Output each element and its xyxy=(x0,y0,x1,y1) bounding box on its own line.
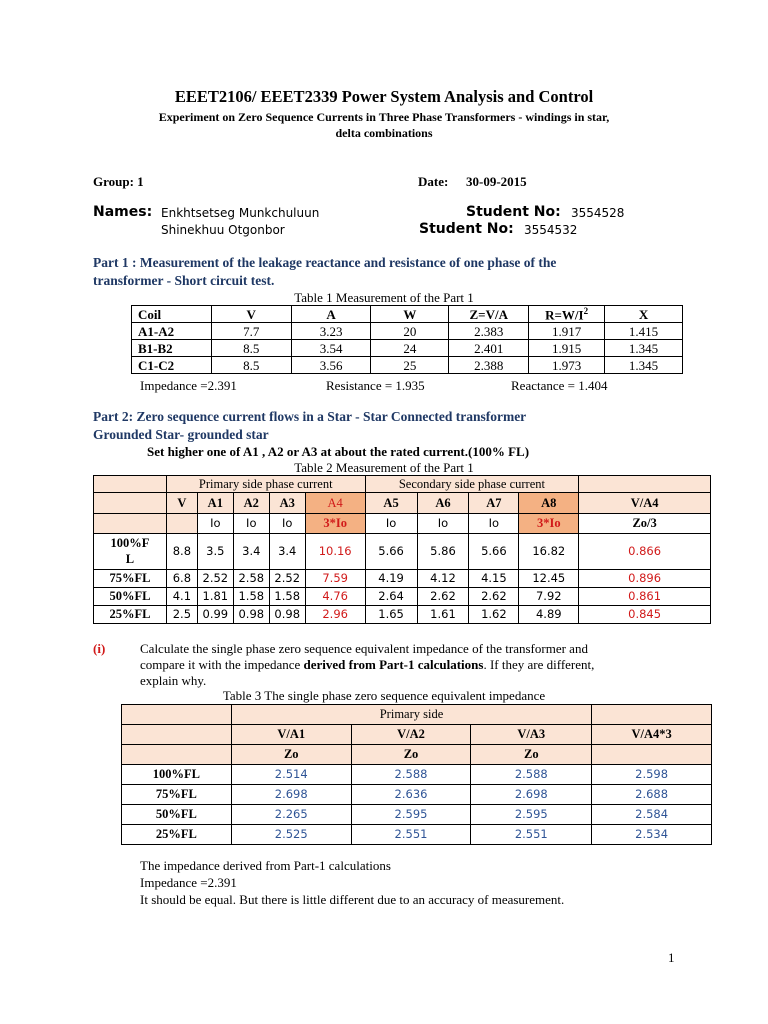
row-label: 100%F L xyxy=(94,534,167,570)
table2-subheader: Io xyxy=(197,514,233,534)
table-row xyxy=(132,323,683,340)
table3-header: V/A3 xyxy=(471,725,592,745)
document-title: EEET2106/ EEET2339 Power System Analysis and Control xyxy=(174,87,594,106)
table-cell: 5.66 xyxy=(469,534,519,570)
table-cell: 7.59 xyxy=(305,570,365,588)
table-row xyxy=(94,588,711,606)
table1-caption: Table 1 Measurement of the Part 1 xyxy=(294,290,474,305)
resistance-summary: Resistance = 1.935 xyxy=(326,378,425,393)
table-row xyxy=(94,606,711,624)
student-no-1: 3554528 xyxy=(571,206,625,220)
table1-header: Coil xyxy=(132,306,212,323)
table-cell: 5.66 xyxy=(365,534,417,570)
table1-header-row xyxy=(132,306,683,323)
table-cell: 3.56 xyxy=(291,357,371,374)
table-cell: 1.915 xyxy=(529,340,605,357)
table-cell: 2.64 xyxy=(365,588,417,606)
table-cell: 2.688 xyxy=(592,785,712,805)
primary-side-label: Primary side phase current xyxy=(166,476,365,493)
table-cell: 7.7 xyxy=(211,323,291,340)
table-cell: 2.588 xyxy=(471,765,592,785)
table-cell: 1.65 xyxy=(365,606,417,624)
table-cell: 3.54 xyxy=(291,340,371,357)
row-label: 50%FL xyxy=(94,588,167,606)
table-cell: 4.12 xyxy=(417,570,469,588)
table-row xyxy=(132,357,683,374)
table-row xyxy=(94,534,711,570)
table-cell: 2.96 xyxy=(305,606,365,624)
question-marker: (i) xyxy=(93,641,106,656)
table-cell: 2.514 xyxy=(231,765,351,785)
table-cell: 2.551 xyxy=(471,825,592,845)
table1-header: Z=V/A xyxy=(449,306,529,323)
date-label: Date: xyxy=(418,174,449,189)
table-cell: B1-B2 xyxy=(132,340,212,357)
question-line2: compare it with the impedance derived from Part-1 calculations. If they are different, xyxy=(140,657,595,672)
table2-header: A3 xyxy=(269,493,305,514)
table-cell: 2.401 xyxy=(449,340,529,357)
row-label: 25%FL xyxy=(122,825,232,845)
table-cell: 0.99 xyxy=(197,606,233,624)
table-cell: 2.5 xyxy=(166,606,197,624)
row-label: 100%FL xyxy=(122,765,232,785)
table-cell: 0.861 xyxy=(579,588,711,606)
table-cell: 2.62 xyxy=(469,588,519,606)
student-name-1: Enkhtsetseg Munkchuluun xyxy=(161,206,320,220)
table-cell: 2.525 xyxy=(231,825,351,845)
group-label: Group: 1 xyxy=(93,174,144,189)
secondary-side-label: Secondary side phase current xyxy=(365,476,579,493)
table2-subheader: Io xyxy=(469,514,519,534)
table-cell: 2.383 xyxy=(449,323,529,340)
table-cell: 8.5 xyxy=(211,340,291,357)
table-cell: 2.534 xyxy=(592,825,712,845)
table-cell: 2.595 xyxy=(471,805,592,825)
table-cell: 4.76 xyxy=(305,588,365,606)
table1-header: $R=W/I^2$ xyxy=(529,306,605,323)
table-cell: 2.58 xyxy=(233,570,269,588)
table-cell: 2.698 xyxy=(231,785,351,805)
impedance-summary: Impedance =2.391 xyxy=(140,378,237,393)
conclusion-line2: Impedance =2.391 xyxy=(140,875,237,890)
table-cell: 2.62 xyxy=(417,588,469,606)
document-subtitle-line1: Experiment on Zero Sequence Currents in Three Phase Transformers - windings in star, xyxy=(158,110,610,124)
part2-heading-line2: Grounded Star- grounded star xyxy=(93,427,269,442)
table-cell: 2.52 xyxy=(269,570,305,588)
table3-subheader: Zo xyxy=(351,745,471,765)
table2-subheader: Io xyxy=(417,514,469,534)
table1-header: X xyxy=(605,306,683,323)
table2-header: V/A4 xyxy=(579,493,711,514)
table3-subheader: Zo xyxy=(471,745,592,765)
table3-caption: Table 3 The single phase zero sequence equivalent impedance xyxy=(222,688,546,703)
table2-header: A5 xyxy=(365,493,417,514)
part1-heading-line2: transformer - Short circuit test. xyxy=(93,273,275,288)
table3-header: V/A1 xyxy=(231,725,351,745)
table-cell: 3.4 xyxy=(233,534,269,570)
table-cell: 7.92 xyxy=(519,588,579,606)
table2-header: A1 xyxy=(197,493,233,514)
table2-header: A8 xyxy=(519,493,579,514)
table2-subheader: Io xyxy=(233,514,269,534)
table-cell: 2.265 xyxy=(231,805,351,825)
table-cell: 1.345 xyxy=(605,357,683,374)
table2-header: A2 xyxy=(233,493,269,514)
table-cell: 3.4 xyxy=(269,534,305,570)
table-cell: 2.598 xyxy=(592,765,712,785)
date-value: 30-09-2015 xyxy=(466,174,527,189)
table1 xyxy=(131,305,683,374)
table3-primary-label: Primary side xyxy=(231,705,591,725)
table2-subheader: Io xyxy=(269,514,305,534)
table2 xyxy=(93,475,711,624)
table2-header: A7 xyxy=(469,493,519,514)
table-cell: 4.19 xyxy=(365,570,417,588)
table-cell: 4.89 xyxy=(519,606,579,624)
table-cell: 2.551 xyxy=(351,825,471,845)
table-cell: 3.5 xyxy=(197,534,233,570)
part2-instruction: Set higher one of A1 , A2 or A3 at about the rated current.(100% FL) xyxy=(147,444,530,459)
table-cell: 4.15 xyxy=(469,570,519,588)
table-cell: C1-C2 xyxy=(132,357,212,374)
table-cell: 2.698 xyxy=(471,785,592,805)
reactance-summary: Reactance = 1.404 xyxy=(511,378,608,393)
part2-heading-line1: Part 2: Zero sequence current flows in a Star - Star Connected transformer xyxy=(93,409,527,424)
table-cell: 1.58 xyxy=(269,588,305,606)
table2-caption: Table 2 Measurement of the Part 1 xyxy=(294,460,474,475)
table-cell: 1.58 xyxy=(233,588,269,606)
table-cell: 2.388 xyxy=(449,357,529,374)
table-cell: 1.62 xyxy=(469,606,519,624)
table-row xyxy=(132,340,683,357)
table-cell: 2.588 xyxy=(351,765,471,785)
table-cell: 2.584 xyxy=(592,805,712,825)
table-row xyxy=(122,765,712,785)
student-no-2: 3554532 xyxy=(524,223,578,237)
table-cell: 0.845 xyxy=(579,606,711,624)
table-cell: 0.866 xyxy=(579,534,711,570)
row-label: 75%FL xyxy=(94,570,167,588)
table-cell: 0.98 xyxy=(233,606,269,624)
table-cell: 5.86 xyxy=(417,534,469,570)
table1-header: W xyxy=(371,306,449,323)
table-row xyxy=(94,570,711,588)
row-label: 25%FL xyxy=(94,606,167,624)
table-cell: 2.595 xyxy=(351,805,471,825)
table2-header: A4 xyxy=(305,493,365,514)
table-cell: 12.45 xyxy=(519,570,579,588)
table-cell: 16.82 xyxy=(519,534,579,570)
table2-header: V xyxy=(166,493,197,514)
student-no-label-2: Student No: xyxy=(419,221,514,237)
table-row xyxy=(122,785,712,805)
table-cell: 1.345 xyxy=(605,340,683,357)
names-label: Names: xyxy=(93,204,153,220)
question-line3: explain why. xyxy=(140,673,207,688)
table-row xyxy=(122,825,712,845)
student-name-2: Shinekhuu Otgonbor xyxy=(161,223,285,237)
table-cell: A1-A2 xyxy=(132,323,212,340)
table1-header: V xyxy=(211,306,291,323)
table-cell: 1.61 xyxy=(417,606,469,624)
table2-subheader: 3*Io xyxy=(519,514,579,534)
table2-subheader: 3*Io xyxy=(305,514,365,534)
table-cell: 10.16 xyxy=(305,534,365,570)
table-cell: 1.415 xyxy=(605,323,683,340)
conclusion-line1: The impedance derived from Part-1 calculations xyxy=(140,858,391,873)
row-label: 50%FL xyxy=(122,805,232,825)
table3 xyxy=(121,704,712,845)
table-cell: 6.8 xyxy=(166,570,197,588)
table-cell: 2.636 xyxy=(351,785,471,805)
table-row xyxy=(122,805,712,825)
table-cell: 20 xyxy=(371,323,449,340)
table-cell: 25 xyxy=(371,357,449,374)
question-line1: Calculate the single phase zero sequence equivalent impedance of the transformer and xyxy=(140,641,588,656)
table1-header: A xyxy=(291,306,371,323)
table-cell: 8.5 xyxy=(211,357,291,374)
table2-subheader: Zo/3 xyxy=(579,514,711,534)
table-cell: 1.81 xyxy=(197,588,233,606)
table2-subheader: Io xyxy=(365,514,417,534)
table2-header: A6 xyxy=(417,493,469,514)
table-cell: 0.896 xyxy=(579,570,711,588)
table3-header: V/A2 xyxy=(351,725,471,745)
table-cell: 24 xyxy=(371,340,449,357)
table-cell: 1.973 xyxy=(529,357,605,374)
student-no-label-1: Student No: xyxy=(466,204,561,220)
table-cell: 8.8 xyxy=(166,534,197,570)
table-cell: 1.917 xyxy=(529,323,605,340)
page-number: 1 xyxy=(668,950,675,965)
table-cell: 2.52 xyxy=(197,570,233,588)
part1-heading-line1: Part 1 : Measurement of the leakage reactance and resistance of one phase of the xyxy=(93,255,557,270)
table3-subheader: Zo xyxy=(231,745,351,765)
table-cell: 4.1 xyxy=(166,588,197,606)
row-label: 75%FL xyxy=(122,785,232,805)
table-cell: 3.23 xyxy=(291,323,371,340)
table-cell: 0.98 xyxy=(269,606,305,624)
document-subtitle-line2: delta combinations xyxy=(335,126,433,140)
table3-header: V/A4*3 xyxy=(592,725,712,745)
conclusion-line3: It should be equal. But there is little different due to an accuracy of measurement. xyxy=(140,892,565,907)
